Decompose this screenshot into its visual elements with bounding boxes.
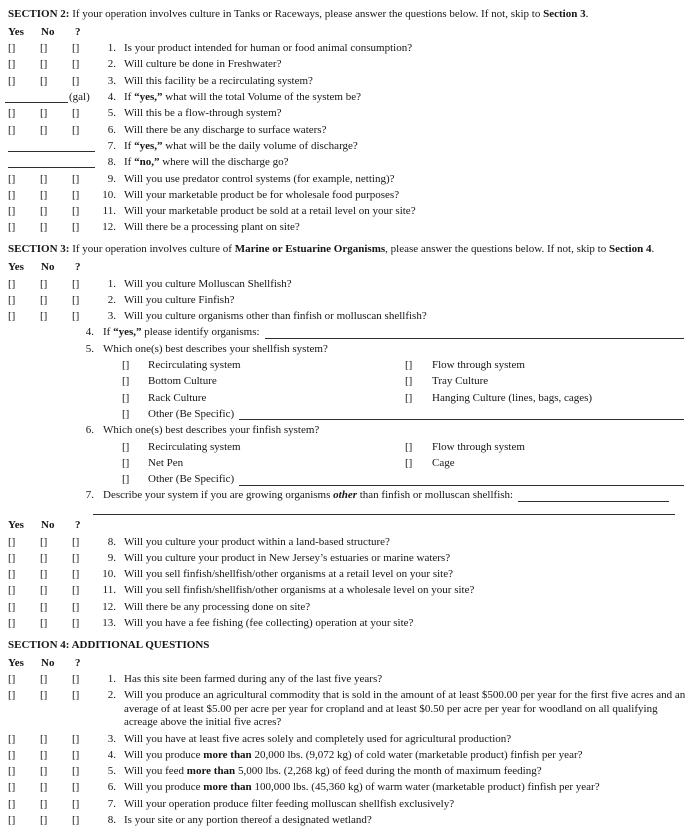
yes-checkbox[interactable]: []: [8, 107, 16, 120]
no-checkbox[interactable]: []: [40, 310, 48, 323]
question-text: Will you culture organisms other than finfish or molluscan shellfish?: [124, 310, 427, 323]
question-text: Is your product intended for human or food animal consumption?: [124, 42, 413, 55]
unknown-checkbox[interactable]: []: [72, 277, 80, 290]
question-text: Will there be any processing done on site?: [124, 600, 311, 613]
no-checkbox[interactable]: []: [40, 732, 48, 745]
question-text: Will culture be done in Freshwater?: [124, 58, 282, 71]
option-checkbox[interactable]: []: [405, 359, 413, 372]
question-text: Will you produce more than 100,000 lbs. (45,360 kg) of warm water (marketable product) finfish per year?: [124, 781, 600, 794]
column-header-no: No: [41, 519, 55, 532]
question-number: 11.: [102, 205, 116, 218]
question-row: [0, 58, 690, 71]
question-text: Will you culture your product in New Jersey’s estuaries or marine waters?: [124, 551, 451, 564]
question-row: [0, 781, 690, 794]
no-checkbox[interactable]: []: [40, 42, 48, 55]
column-header-unknown: ?: [75, 25, 81, 38]
question-number: 10.: [102, 188, 116, 201]
fill-line[interactable]: [239, 408, 684, 420]
option-checkbox[interactable]: []: [122, 375, 130, 388]
yes-checkbox[interactable]: []: [8, 584, 16, 597]
unknown-checkbox[interactable]: []: [72, 748, 80, 761]
option-label: Bottom Culture: [148, 375, 217, 388]
answer-column-headers: [0, 261, 690, 274]
form-sections: [0, 8, 690, 827]
yes-checkbox[interactable]: []: [8, 277, 16, 290]
no-checkbox[interactable]: []: [40, 277, 48, 290]
option-checkbox[interactable]: []: [122, 456, 130, 469]
question-row: [0, 310, 690, 323]
column-header-no: No: [41, 656, 55, 669]
question-text: Will you culture your product within a land-based structure?: [124, 535, 390, 548]
continuation-line[interactable]: [93, 506, 675, 515]
question-number: 5.: [107, 107, 116, 120]
question-row: [0, 584, 690, 597]
question-number: 2.: [107, 58, 116, 71]
unknown-checkbox[interactable]: []: [72, 617, 80, 630]
question-number: 1.: [107, 42, 116, 55]
option-label: Cage: [432, 456, 455, 469]
unknown-checkbox[interactable]: []: [72, 568, 80, 581]
question-text: Will your marketable product be sold at a retail level on your site?: [124, 205, 416, 218]
question-row: [0, 278, 690, 291]
option-checkbox[interactable]: []: [405, 456, 413, 469]
unknown-checkbox[interactable]: []: [72, 781, 80, 794]
unknown-checkbox[interactable]: []: [72, 221, 80, 234]
question-number: 7.: [107, 797, 116, 810]
question-text: Will you produce more than 20,000 lbs. (9,072 kg) of cold water (marketable product) finfish per year?: [124, 748, 583, 761]
sub-question-row: [0, 424, 690, 437]
question-number: 4.: [85, 326, 94, 339]
question-text: If “yes,” what will be the daily volume of discharge?: [124, 139, 358, 152]
question-row: [0, 91, 690, 104]
no-checkbox[interactable]: []: [40, 797, 48, 810]
question-text: If “no,” where will the discharge go?: [124, 156, 289, 169]
question-number: 3.: [107, 310, 116, 323]
option-checkbox[interactable]: []: [122, 391, 130, 404]
option-row: [0, 408, 690, 421]
sub-question-row: [0, 489, 690, 502]
column-header-no: No: [41, 25, 55, 38]
question-text: Will you produce an agricultural commodity that is sold in the amount of at least $500.00 per year for the first five acres and an average of at least $5.00 per acre per year for cropland and at least $0.50 per acre per year for woodland on all qualifying acreage above the initial five acres?: [124, 689, 686, 729]
question-number: 11.: [102, 584, 116, 597]
yes-checkbox[interactable]: []: [8, 535, 16, 548]
no-checkbox[interactable]: []: [40, 293, 48, 306]
question-number: 5.: [85, 342, 94, 355]
unknown-checkbox[interactable]: []: [72, 673, 80, 686]
unknown-checkbox[interactable]: []: [72, 172, 80, 185]
answer-column-headers: [0, 657, 690, 670]
question-number: 9.: [107, 172, 116, 185]
unknown-checkbox[interactable]: []: [72, 600, 80, 613]
column-header-no: No: [41, 261, 55, 274]
section-4: [0, 639, 690, 827]
question-text: Will you have a fee fishing (fee collecting) operation at your site?: [124, 617, 414, 630]
question-text: Will you feed more than 5,000 lbs. (2,268 kg) of feed during the month of maximum feeding?: [124, 765, 542, 778]
question-text: Will you have at least five acres solely and completely used for agricultural production?: [124, 732, 512, 745]
unknown-checkbox[interactable]: []: [72, 293, 80, 306]
question-text: Will this facility be a recirculating system?: [124, 74, 313, 87]
yes-checkbox[interactable]: []: [8, 58, 16, 71]
no-checkbox[interactable]: []: [40, 58, 48, 71]
question-number: 13.: [102, 617, 116, 630]
question-number: 3.: [107, 74, 116, 87]
question-row: [0, 294, 690, 307]
sub-question-row: [0, 326, 690, 339]
yes-checkbox[interactable]: []: [8, 748, 16, 761]
unknown-checkbox[interactable]: []: [72, 797, 80, 810]
question-number: 9.: [107, 551, 116, 564]
option-checkbox[interactable]: []: [405, 440, 413, 453]
question-number: 8.: [107, 814, 116, 827]
section-3: [0, 243, 690, 630]
question-row: [0, 173, 690, 186]
question-number: 4.: [107, 91, 116, 104]
column-header-yes: Yes: [8, 519, 24, 532]
column-header-unknown: ?: [75, 261, 81, 274]
yes-checkbox[interactable]: []: [8, 221, 16, 234]
no-checkbox[interactable]: []: [40, 123, 48, 136]
question-row: [0, 601, 690, 614]
yes-checkbox[interactable]: []: [8, 568, 16, 581]
unknown-checkbox[interactable]: []: [72, 310, 80, 323]
yes-checkbox[interactable]: []: [8, 188, 16, 201]
unknown-checkbox[interactable]: []: [72, 584, 80, 597]
no-checkbox[interactable]: []: [40, 673, 48, 686]
answer-blank[interactable]: [8, 157, 95, 168]
no-checkbox[interactable]: []: [40, 689, 48, 702]
option-label: Flow through system: [432, 440, 525, 453]
yes-checkbox[interactable]: []: [8, 551, 16, 564]
continuation-row: [0, 506, 690, 515]
question-row: [0, 536, 690, 549]
question-text: Is your site or any portion thereof a designated wetland?: [124, 814, 372, 827]
question-row: [0, 107, 690, 120]
unknown-checkbox[interactable]: []: [72, 188, 80, 201]
no-checkbox[interactable]: []: [40, 584, 48, 597]
no-checkbox[interactable]: []: [40, 748, 48, 761]
no-checkbox[interactable]: []: [40, 107, 48, 120]
unknown-checkbox[interactable]: []: [72, 535, 80, 548]
question-text: Will there be any discharge to surface waters?: [124, 123, 327, 136]
question-row: [0, 140, 690, 153]
question-row: [0, 733, 690, 746]
question-number: 3.: [107, 732, 116, 745]
question-row: [0, 205, 690, 218]
unknown-checkbox[interactable]: []: [72, 765, 80, 778]
question-row: [0, 749, 690, 762]
unknown-checkbox[interactable]: []: [72, 814, 80, 827]
question-number: 5.: [107, 765, 116, 778]
yes-checkbox[interactable]: []: [8, 205, 16, 218]
question-row: [0, 552, 690, 565]
yes-checkbox[interactable]: []: [8, 293, 16, 306]
option-row: [0, 457, 690, 470]
question-row: [0, 568, 690, 581]
no-checkbox[interactable]: []: [40, 765, 48, 778]
question-row: [0, 75, 690, 88]
unknown-checkbox[interactable]: []: [72, 689, 80, 702]
option-label: Net Pen: [148, 456, 184, 469]
yes-checkbox[interactable]: []: [8, 765, 16, 778]
question-text: Will you culture Finfish?: [124, 293, 235, 306]
yes-checkbox[interactable]: []: [8, 814, 16, 827]
question-row: [0, 42, 690, 55]
yes-checkbox[interactable]: []: [8, 781, 16, 794]
question-text: Will you use predator control systems (for example, netting)?: [124, 172, 395, 185]
no-checkbox[interactable]: []: [40, 172, 48, 185]
unknown-checkbox[interactable]: []: [72, 58, 80, 71]
option-row: [0, 441, 690, 454]
option-label: Flow through system: [432, 359, 525, 372]
question-number: 1.: [107, 673, 116, 686]
unknown-checkbox[interactable]: []: [72, 74, 80, 87]
no-checkbox[interactable]: []: [40, 205, 48, 218]
option-label: Other (Be Specific): [148, 407, 235, 420]
question-number: 10.: [102, 568, 116, 581]
question-number: 6.: [107, 781, 116, 794]
yes-checkbox[interactable]: []: [8, 310, 16, 323]
question-row: [0, 617, 690, 630]
unknown-checkbox[interactable]: []: [72, 732, 80, 745]
option-label: Tray Culture: [432, 375, 489, 388]
question-number: 12.: [102, 221, 116, 234]
section-2-heading: SECTION 2: If your operation involves culture in Tanks or Raceways, please answer the questions below. If not, skip to Section 3.: [8, 8, 589, 20]
question-row: [0, 673, 690, 686]
no-checkbox[interactable]: []: [40, 188, 48, 201]
question-number: 4.: [107, 748, 116, 761]
section-3-heading: SECTION 3: If your operation involves culture of Marine or Estuarine Organisms, please answer the questions below. If not, skip to Section 4.: [8, 243, 655, 256]
question-row: [0, 765, 690, 778]
section-2: [0, 8, 690, 235]
question-number: 8.: [107, 535, 116, 548]
yes-checkbox[interactable]: []: [8, 797, 16, 810]
option-label: Other (Be Specific): [148, 473, 235, 486]
option-checkbox[interactable]: []: [122, 473, 130, 486]
answer-column-headers: [0, 519, 690, 532]
volume-blank[interactable]: [5, 92, 68, 103]
yes-checkbox[interactable]: []: [8, 673, 16, 686]
question-row: [0, 814, 690, 827]
option-checkbox[interactable]: []: [122, 407, 130, 420]
no-checkbox[interactable]: []: [40, 535, 48, 548]
no-checkbox[interactable]: []: [40, 551, 48, 564]
answer-blank[interactable]: [8, 141, 95, 152]
question-row: [0, 124, 690, 137]
yes-checkbox[interactable]: []: [8, 42, 16, 55]
column-header-yes: Yes: [8, 656, 24, 669]
question-number: 2.: [107, 293, 116, 306]
no-checkbox[interactable]: []: [40, 568, 48, 581]
unknown-checkbox[interactable]: []: [72, 107, 80, 120]
no-checkbox[interactable]: []: [40, 221, 48, 234]
option-label: Recirculating system: [148, 359, 241, 372]
yes-checkbox[interactable]: []: [8, 689, 16, 702]
option-row: [0, 392, 690, 405]
option-checkbox[interactable]: []: [122, 440, 130, 453]
yes-checkbox[interactable]: []: [8, 600, 16, 613]
question-row: [0, 798, 690, 811]
no-checkbox[interactable]: []: [40, 74, 48, 87]
question-number: 8.: [107, 156, 116, 169]
question-text: Describe your system if you are growing organisms other than finfish or molluscan shellfish:: [103, 489, 514, 502]
question-number: 2.: [107, 689, 116, 702]
option-label: Rack Culture: [148, 391, 207, 404]
question-text: Will there be a processing plant on site?: [124, 221, 300, 234]
option-row: [0, 473, 690, 486]
option-checkbox[interactable]: []: [405, 391, 413, 404]
fill-line[interactable]: [518, 489, 669, 501]
fill-line[interactable]: [239, 473, 684, 485]
sub-question-row: [0, 343, 690, 356]
fill-line[interactable]: [265, 326, 684, 338]
question-number: 12.: [102, 600, 116, 613]
gal-unit-label: (gal): [69, 91, 90, 104]
yes-checkbox[interactable]: []: [8, 617, 16, 630]
answer-column-headers: [0, 26, 690, 39]
question-text: Will you culture Molluscan Shellfish?: [124, 277, 292, 290]
question-row: [0, 689, 690, 729]
yes-checkbox[interactable]: []: [8, 123, 16, 136]
yes-checkbox[interactable]: []: [8, 732, 16, 745]
unknown-checkbox[interactable]: []: [72, 551, 80, 564]
question-text: Which one(s) best describes your shellfish system?: [103, 342, 328, 355]
column-header-unknown: ?: [75, 656, 81, 669]
question-number: 6.: [107, 123, 116, 136]
no-checkbox[interactable]: []: [40, 814, 48, 827]
column-header-yes: Yes: [8, 261, 24, 274]
option-checkbox[interactable]: []: [405, 375, 413, 388]
no-checkbox[interactable]: []: [40, 781, 48, 794]
option-row: [0, 359, 690, 372]
question-text: If “yes,” please identify organisms:: [103, 326, 260, 339]
question-text: Which one(s) best describes your finfish system?: [103, 424, 320, 437]
question-text: Has this site been farmed during any of the last five years?: [124, 673, 383, 686]
question-row: [0, 221, 690, 234]
question-text: Will this be a flow-through system?: [124, 107, 282, 120]
question-number: 1.: [107, 277, 116, 290]
question-number: 7.: [107, 139, 116, 152]
column-header-yes: Yes: [8, 25, 24, 38]
no-checkbox[interactable]: []: [40, 600, 48, 613]
option-row: [0, 375, 690, 388]
question-text: If “yes,” what will the total Volume of the system be?: [124, 91, 361, 104]
option-label: Hanging Culture (lines, bags, cages): [432, 391, 593, 404]
question-text: Will you sell finfish/shellfish/other organisms at a retail level on your site?: [124, 568, 453, 581]
question-text: Will you sell finfish/shellfish/other organisms at a wholesale level on your site?: [124, 584, 475, 597]
yes-checkbox[interactable]: []: [8, 74, 16, 87]
unknown-checkbox[interactable]: []: [72, 123, 80, 136]
option-label: Recirculating system: [148, 440, 241, 453]
question-row: [0, 156, 690, 169]
question-number: 6.: [85, 424, 94, 437]
unknown-checkbox[interactable]: []: [72, 205, 80, 218]
section-4-heading: SECTION 4: ADDITIONAL QUESTIONS: [8, 638, 210, 651]
option-checkbox[interactable]: []: [122, 359, 130, 372]
no-checkbox[interactable]: []: [40, 617, 48, 630]
question-text: Will your marketable product be for wholesale food purposes?: [124, 188, 400, 201]
question-text: Will your operation produce filter feeding molluscan shellfish exclusively?: [124, 797, 455, 810]
question-number: 7.: [85, 489, 94, 502]
unknown-checkbox[interactable]: []: [72, 42, 80, 55]
yes-checkbox[interactable]: []: [8, 172, 16, 185]
question-row: [0, 189, 690, 202]
column-header-unknown: ?: [75, 519, 81, 532]
